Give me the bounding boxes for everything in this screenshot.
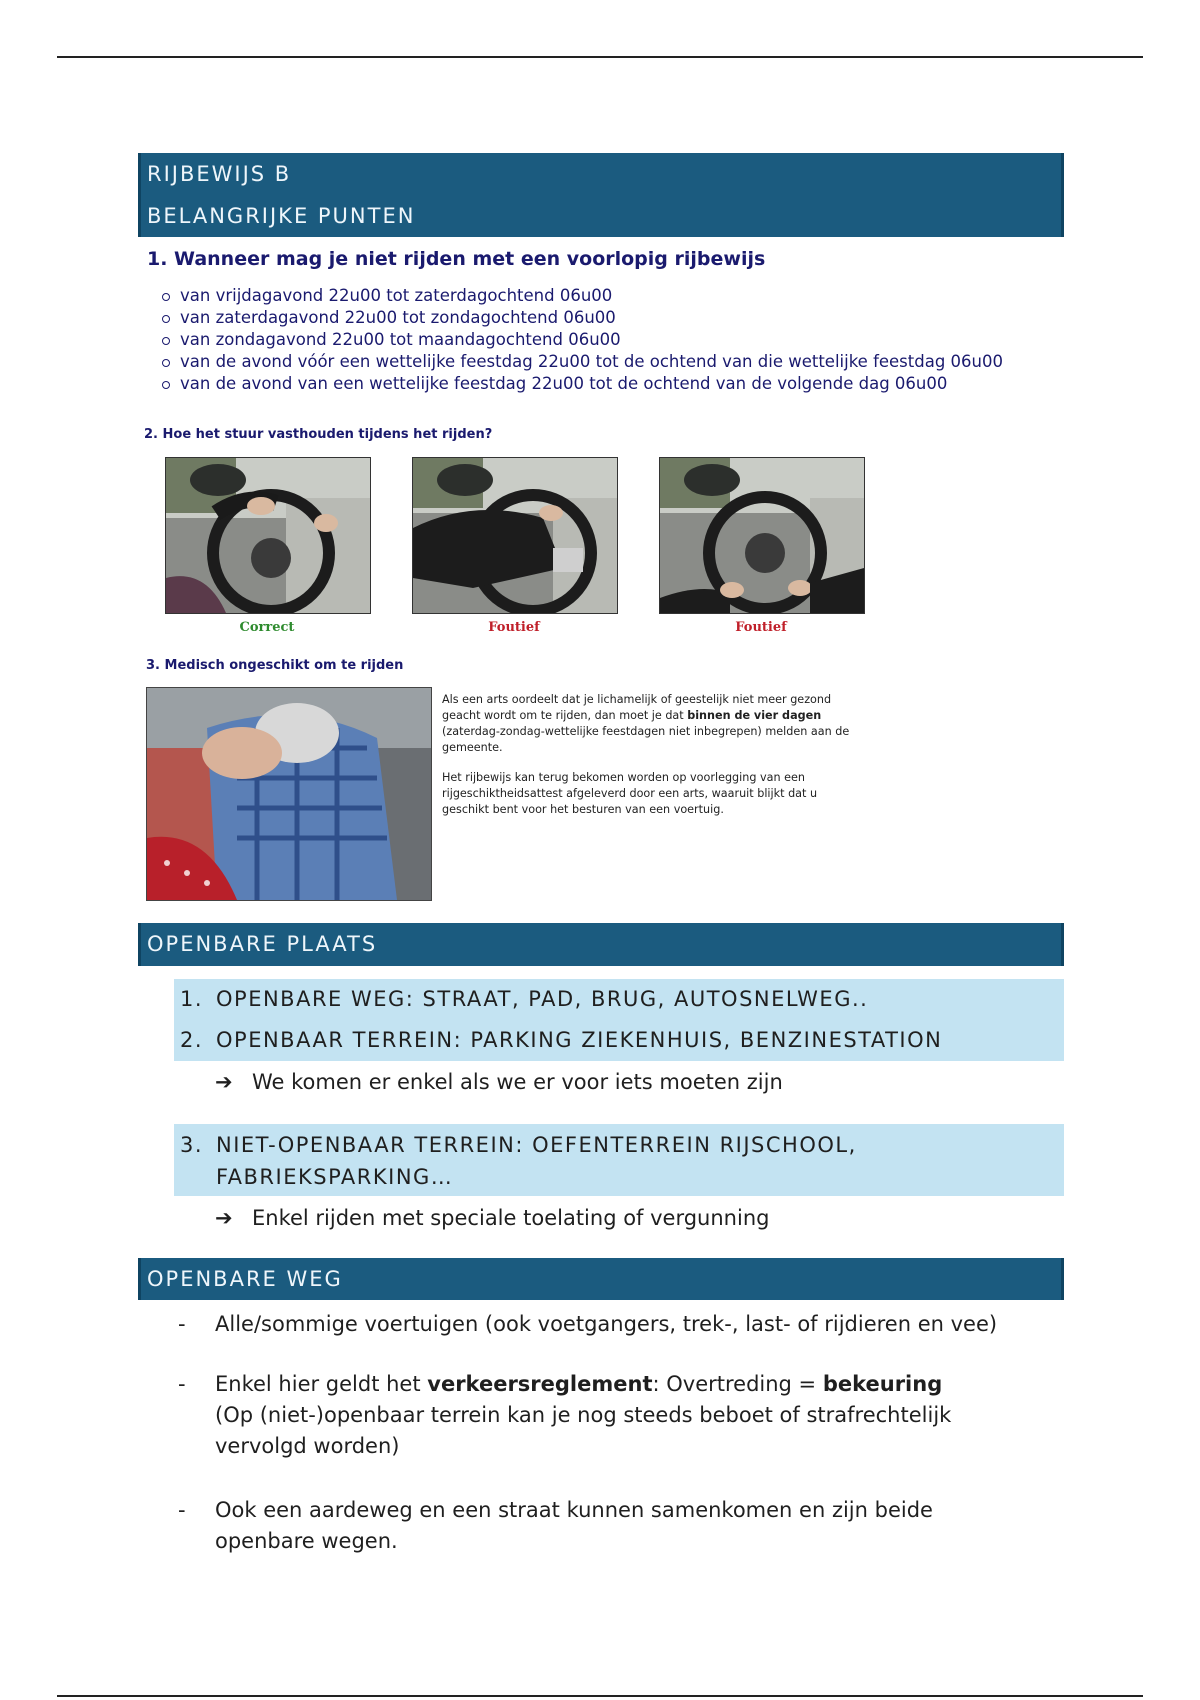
q1-title: 1. Wanneer mag je niet rijden met een voorlopig rijbewijs (147, 248, 766, 270)
top-rule (57, 56, 1143, 58)
q3-title: 3. Medisch ongeschikt om te rijden (146, 658, 404, 673)
list-item: van zondagavond 22u00 tot maandagochtend 06u00 (160, 329, 1003, 351)
arrow-note-1: ➔ We komen er enkel als we er voor iets moeten zijn (215, 1070, 783, 1094)
list-item: 2. OPENBAAR TERREIN: PARKING ZIEKENHUIS, BENZINESTATION (180, 1028, 943, 1052)
openbare-plaats-heading: OPENBARE PLAATS (147, 932, 378, 956)
q3-paragraph-2: Het rijbewijs kan terug bekomen worden op voorlegging van een rijgeschiktheidsattest afgeleverd door een arts, waaruit blijkt dat u geschikt bent voor het besturen van een voertuig. (442, 771, 818, 816)
list-item: van zaterdagavond 22u00 tot zondagochtend 06u00 (160, 307, 1003, 329)
list-item: van de avond van een wettelijke feestdag 22u00 tot de ochtend van de volgende dag 06u00 (160, 373, 1003, 395)
q3-text (442, 692, 862, 832)
header-title: RIJBEWIJS B (147, 162, 292, 186)
q2-title: 2. Hoe het stuur vasthouden tijdens het rijden? (144, 427, 493, 442)
openbare-plaats-list-1 (174, 979, 1064, 1061)
steering-photo-correct (165, 457, 371, 614)
list-item: 1. OPENBARE WEG: STRAAT, PAD, BRUG, AUTOSNELWEG.. (180, 987, 869, 1011)
arrow-note-2: ➔ Enkel rijden met speciale toelating of vergunning (215, 1206, 770, 1230)
steering-photo-wrong-2 (659, 457, 865, 614)
q1-list (160, 285, 1003, 395)
medical-photo (146, 687, 432, 901)
list-item: van de avond vóór een wettelijke feestdag 22u00 tot de ochtend van die wettelijke feestdag 06u00 (160, 351, 1003, 373)
openbare-weg-heading: OPENBARE WEG (147, 1267, 343, 1291)
q3-paragraph-1: Als een arts oordeelt dat je lichamelijk of geestelijk niet meer gezond geacht wordt om te rijden, dan moet je dat binnen de vier dagen (zaterdag-zondag-wettelijke feestdagen niet inbegrepen) melden aan de gemeente. (442, 693, 850, 754)
header-band (138, 153, 1064, 237)
caption-wrong-1: Foutief (488, 620, 540, 635)
bottom-rule (57, 1695, 1143, 1697)
openbare-plaats-band (138, 923, 1064, 966)
caption-wrong-2: Foutief (735, 620, 787, 635)
openbare-weg-band (138, 1258, 1064, 1300)
list-item: van vrijdagavond 22u00 tot zaterdagochtend 06u00 (160, 285, 1003, 307)
list-item: 3. NIET-OPENBAAR TERREIN: OEFENTERREIN RIJSCHOOL, (180, 1133, 857, 1157)
openbare-plaats-list-2 (174, 1124, 1064, 1196)
caption-correct: Correct (239, 620, 295, 635)
steering-photo-wrong-1 (412, 457, 618, 614)
header-subtitle: BELANGRIJKE PUNTEN (147, 204, 416, 228)
list-item-continuation: FABRIEKSPARKING… (216, 1165, 454, 1189)
